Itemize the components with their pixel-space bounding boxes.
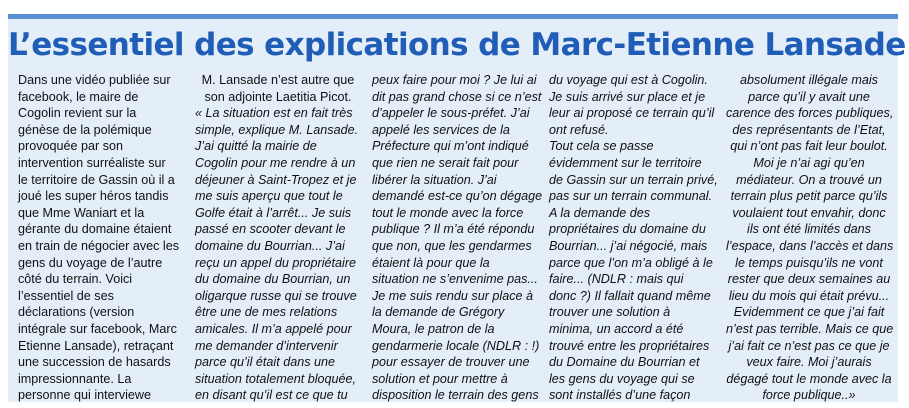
text-line: pas sur un terrain communal. (549, 189, 713, 204)
text-line: joué les super héros tandis (18, 189, 169, 204)
article-columns (18, 72, 892, 404)
text-line: publique ? Il m’a été répondu (372, 222, 535, 237)
text-line: déjeuner à Saint-Tropez et je (195, 172, 357, 187)
text-line: situation ne s’envenime pas... (372, 272, 538, 287)
text-line: A la demande des (549, 205, 651, 220)
text-line: dégagé tout le monde avec la (726, 371, 892, 386)
text-line: M. Lansade n’est autre que (201, 73, 355, 87)
article-column-4 (549, 72, 718, 404)
text-line: solution et pour mettre à (372, 371, 508, 386)
text-line: peux faire pour moi ? Je lui ai (372, 73, 537, 87)
text-line: être une de mes relations (195, 305, 338, 320)
text-line: absolument illégale mais (740, 73, 878, 87)
text-line: passé en scooter devant le (195, 222, 346, 237)
article-headline: L’essentiel des explications de Marc-Etienne Lansade (8, 27, 906, 63)
text-line: j’ai fait ce n’est pas ce que je (728, 338, 890, 353)
text-line: intégrale sur facebook, Marc (18, 321, 177, 336)
text-line: trouver une solution à (549, 305, 671, 320)
text-line: que rien ne serait fait pour (372, 155, 519, 170)
text-line: des représentants de l’Etat, (732, 122, 886, 137)
text-line: simple, explique M. Lansade. (195, 122, 359, 137)
text-line: leur ai proposé ce terrain qu’il (549, 106, 715, 121)
text-line: faire... (NDLR : mais qui (549, 272, 684, 287)
text-line: n’est pas terrible. Mais ce que (726, 321, 894, 336)
text-line: facebook, le maire de (18, 89, 139, 104)
text-line: gens du voyage de l’autre (18, 255, 163, 270)
text-line: libérer la situation. J’ai (372, 172, 497, 187)
text-line: parce qu’il était dans une (195, 355, 336, 370)
text-line: me demander d’intervenir (195, 338, 338, 353)
text-line: de Gassin sur un terrain privé, (549, 172, 718, 187)
text-line: Etienne Lansade), retraçant (18, 338, 174, 353)
text-line: lieu du mois qui était prévu... (728, 288, 890, 303)
text-line: Moi je n’ai agi qu’en (753, 155, 865, 170)
text-line: « La situation est en fait très (195, 106, 353, 121)
text-line: domaine du Bourrian... J’ai (195, 238, 345, 253)
article-column-3 (372, 72, 543, 404)
text-line: parce qu’il y avait une (748, 89, 870, 104)
text-line: côté du terrain. Voici (18, 272, 133, 287)
article-column-1 (18, 72, 184, 404)
text-line: médiateur. On a trouvé un (736, 172, 882, 187)
text-line: que non, que les gendarmes (372, 238, 532, 253)
text-line: Je suis arrivé sur place et je (549, 89, 706, 104)
text-line: Dans une vidéo publiée sur (18, 73, 171, 87)
text-line: Tout cela se passe (549, 139, 654, 154)
text-line: la demande de Grégory (372, 305, 505, 320)
text-line: génèse de la polémique (18, 122, 152, 137)
text-line: qui n’ont pas fait leur boulot. (730, 139, 888, 154)
text-line: gendarmerie locale (NDLR : !) (372, 338, 540, 353)
text-line: une succession de hasards (18, 355, 171, 370)
text-line: d’appeler le sous-préfet. J’ai (372, 106, 530, 121)
text-line: propriétaires du domaine du (549, 222, 706, 237)
text-line: l’essentiel de ses (18, 288, 114, 303)
text-line: Cogolin pour me rendre à un (195, 155, 356, 170)
text-line: Moura, le patron de la (372, 321, 495, 336)
text-line: du domaine du Bourrian, un (195, 272, 351, 287)
text-line: ils ont été limités dans (747, 222, 871, 237)
text-line: minima, un accord a été (549, 321, 684, 336)
text-line: tout le monde avec la force (372, 205, 524, 220)
text-line: sont installés d’une façon (549, 388, 691, 403)
text-line: oligarque russe qui se trouve (195, 288, 357, 303)
text-line: demandé est-ce qu’on dégage (372, 189, 543, 204)
text-line: le territoire de Gassin où il a (18, 172, 175, 187)
text-line: reçu un appel du propriétaire (195, 255, 357, 270)
text-line: du voyage qui est à Cogolin. (549, 73, 708, 87)
text-line: situation totalement bloquée, (195, 371, 357, 386)
text-line: appelé les services de la (372, 122, 510, 137)
text-line: donc ?) Il fallait quand même (549, 288, 711, 303)
text-line: disposition le terrain des gens (372, 388, 539, 403)
text-line: que Mme Waniart et la (18, 205, 145, 220)
text-line: pour essayer de trouver une (372, 355, 530, 370)
text-line: voulaient tout envahir, donc (732, 205, 886, 220)
text-line: personne qui interviewe (18, 388, 152, 403)
text-line: en disant qu’il est ce que tu (195, 388, 348, 403)
text-line: évidemment sur le territoire (549, 155, 702, 170)
text-line: carence des forces publiques, (726, 106, 894, 121)
text-line: Bourrian... j’ai négocié, mais (549, 238, 708, 253)
text-line: Evidemment ce que j’ai fait (733, 305, 885, 320)
text-line: son adjointe Laetitia Picot. (204, 89, 352, 104)
text-line: Cogolin revient sur la (18, 106, 137, 121)
text-line: déclarations (version (18, 305, 135, 320)
text-line: rester que deux semaines au (727, 272, 891, 287)
text-line: les gens du voyage qui se (549, 371, 695, 386)
text-line: Golfe était à l’arrêt... Je suis (195, 205, 352, 220)
text-line: en train de négocier avec les (18, 238, 180, 253)
article-column-2 (195, 72, 361, 404)
text-line: intervention surréaliste sur (18, 155, 166, 170)
text-line: le temps puisqu’ils ne vont (735, 255, 883, 270)
text-line: provoquée par son (18, 139, 124, 154)
text-line: terrain plus petit parce qu’ils (730, 189, 888, 204)
article-column-5 (726, 72, 892, 404)
text-line: Préfecture qui m’ont indiqué (372, 139, 529, 154)
text-line: Je me suis rendu sur place à (372, 288, 534, 303)
text-line: gérante du domaine étaient (18, 222, 172, 237)
text-line: dit pas grand chose si ce n’est (372, 89, 542, 104)
text-line: veux faire. Moi j’aurais (746, 355, 872, 370)
text-line: l’espace, dans l’accès et dans (726, 238, 894, 253)
text-line: force publique..» (762, 388, 856, 403)
text-line: parce que l’on m’a obligé à le (549, 255, 713, 270)
text-line: étaient là pour que la (372, 255, 490, 270)
text-line: J’ai quitté la mairie de (195, 139, 317, 154)
text-line: trouvé entre les propriétaires (549, 338, 710, 353)
text-line: amicales. Il m’a appelé pour (195, 321, 352, 336)
text-line: impressionnante. La (18, 371, 132, 386)
article-box (8, 14, 906, 403)
text-line: ont refusé. (549, 122, 609, 137)
text-line: me suis aperçu que tout le (195, 189, 343, 204)
text-line: du Domaine du Bourrian et (549, 355, 700, 370)
